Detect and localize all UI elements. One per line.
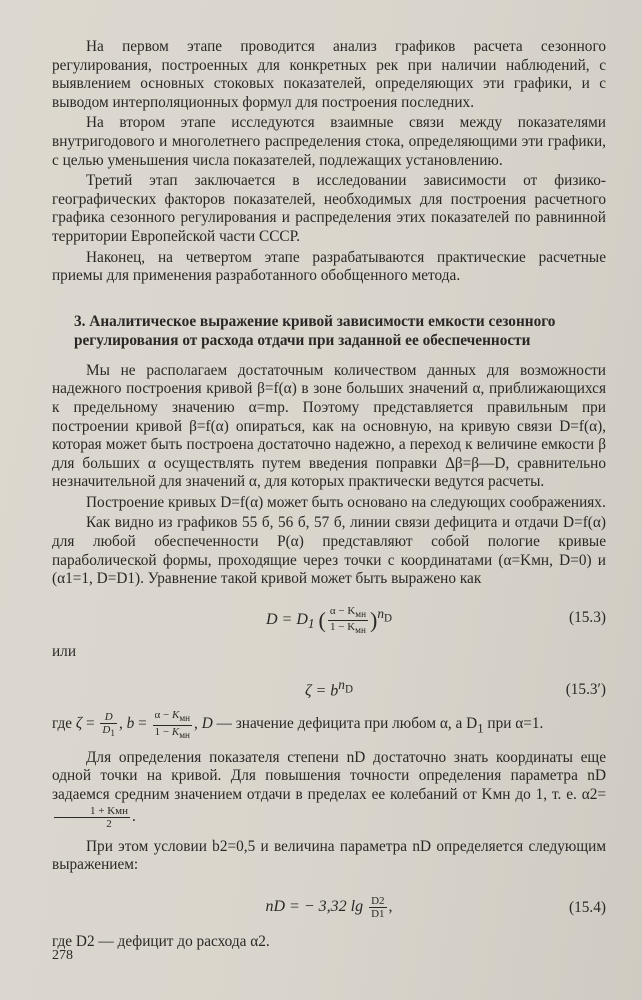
- equation-15-4-label: (15.4): [569, 898, 606, 916]
- paragraph-where-1: где ζ = $\frac{D}{D_1}$ , b = $\frac{\alpha - K_{мн}}{1 - K_{мн}}$ , D — значение дефицита при любом α, а $D_1$ при α=1.: [52, 709, 544, 740]
- paragraph-curves-basis: Построение кривых D=f(α) может быть основано на следующих соображениях.: [86, 493, 606, 511]
- paragraph-stage-3: Третий этап заключается в исследовании зависимости от физико-географических факторов показателей, необходимых для построения расчетного графика сезонного регулирования и распределения этих показателей по равнинной территории Европейской части СССР.: [52, 172, 606, 245]
- section-heading: [52, 312, 606, 350]
- equation-15-4: [52, 885, 606, 927]
- intro-paragraphs: [52, 38, 606, 286]
- paragraph-stage-1: На первом этапе проводится анализ графиков расчета сезонного регулирования, построенных для конкретных рек при наличии наблюдений, с выявлением основных стоковых показателей, определяющих эти графики, и с выводом интерполяционных формул для построения последних.: [52, 38, 606, 111]
- equation-15-3-prime: [52, 667, 606, 703]
- equation-15-3: [52, 595, 606, 637]
- equation-15-3-label: (15.3): [569, 608, 606, 626]
- paragraph-curve-construction: Мы не располагаем достаточным количеством данных для возможности надежного построения кривой β=f(α) в зоне больших значений α, приближающихся к предельному значению α=mp. Поэтому представляется правильным при построении кривой β=f(α) опираться, как на основную, на кривую связи D=f(α), которая может быть построена достаточно надежно, а переход к величине емкости β для больших α осуществлять путем введения поправки Δβ=β—D, сравнительно незначительной для значений α, для которых практически ведутся расчеты.: [52, 361, 606, 491]
- equation-15-3-prime-formula: $\zeta = b^{n_D}$: [305, 677, 353, 700]
- page-number: 278: [52, 948, 73, 963]
- paragraph-exponent: Для определения показателя степени nD достаточно знать координаты еще одной точки на кривой. Для повышения точности определения параметра nD задаемся средним значением отдачи в пределах ее колебаний от Kмн до 1, т. е. α2= $\frac{\text{1 + Kмн}}{2}$ .: [52, 748, 606, 830]
- text-ili: или: [52, 642, 77, 660]
- paragraph-condition: При этом условии b2=0,5 и величина параметра nD определяется следующим выражением:: [52, 837, 606, 874]
- paragraph-stage-4: Наконец, на четвертом этапе разрабатываются практические расчетные приемы для применения разработанного обобщенного метода.: [52, 248, 606, 285]
- equation-15-4-formula: nD = − 3,32 lg $\frac{D2}{D1}$ ,: [265, 894, 393, 920]
- section-heading-line-2: регулирования от расхода отдачи при заданной ее обеспеченности: [74, 331, 531, 349]
- paragraph-where-2: где D2 — дефицит до расхода α2.: [52, 932, 270, 950]
- section-heading-line-1: 3. Аналитическое выражение кривой зависимости емкости сезонного: [74, 312, 556, 330]
- paragraph-graphs: Как видно из графиков 55 б, 56 б, 57 б, линии связи дефицита и отдачи D=f(α) для любой обеспеченности P(α) представляют собой пологие кривые параболической формы, проходящие через точки с координатами (α=Kмн, D=0) и (α1=1, D=D1). Уравнение такой кривой может быть выражено как: [52, 514, 606, 588]
- paragraph-stage-2: На втором этапе исследуются взаимные связи между показателями внутригодового и многолетнего распределения стока, определяющими эти графики, с целью уменьшения числа показателей, подлежащих установлению.: [52, 114, 606, 169]
- equation-15-3-formula: $D = D_1$ ( $\frac{\alpha - K_{мн}}{1 - K_{мн}}$ )$^{n_D}$: [265, 604, 393, 636]
- equation-15-3-prime-label: (15.3′): [565, 681, 606, 699]
